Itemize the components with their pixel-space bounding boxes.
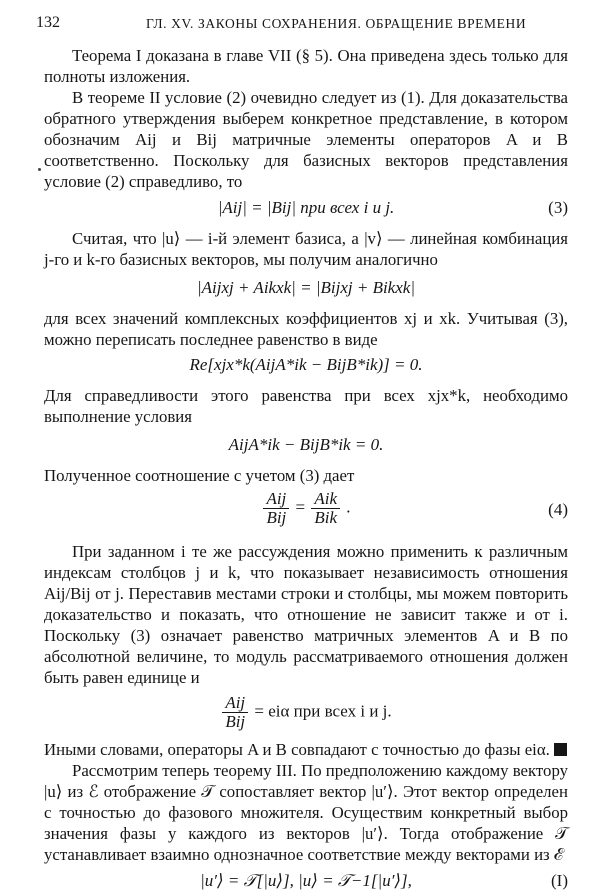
equation-phase [44,694,568,731]
fraction [222,694,248,731]
paragraph: Считая, что |u⟩ — i-й элемент базиса, а |v⟩ — линейная комбинация j-го и k-го базисных векторов, мы получим аналогично [44,229,568,269]
fraction [263,490,289,527]
fraction-numerator: Aik [311,490,340,509]
equation-3 [44,198,568,218]
equation-text: |Aijxj + Aikxk| = |Bijxj + Bikxk| [197,278,415,297]
equation-number: (4) [548,500,568,519]
fraction [311,490,340,527]
qed-square-icon [554,743,567,756]
paragraph: Теорема I доказана в главе VII (§ 5). Она приведена здесь только для полноты изложения. [44,46,568,86]
equation-text: AijA*ik − BijB*ik = 0. [228,435,384,454]
fraction-numerator: Aij [222,694,248,713]
equation-number: (3) [548,198,568,217]
equation-text: |u′⟩ = 𝒯[|u⟩], |u⟩ = 𝒯−1[|u′⟩], [200,871,412,890]
paragraph: Для справедливости этого равенства при всех xjx*k, необходимо выполнение условия [44,386,568,426]
paragraph: В теореме II условие (2) очевидно следует из (1). Для доказательства обратного утверждения выберем конкретное представление, в котором обозначим Aij и Bij матричные элементы операторов A и B соответственно. Поскольку для базисных векторов представления условие (2) справедливо, то [44,88,568,191]
paragraph [44,739,568,760]
equation-text: = eiα при всех i и j. [254,701,392,721]
equation-text: Re[xjx*k(AijA*ik − BijB*ik)] = 0. [189,355,423,374]
equation-4: $\frac{\text{Aij}}{\text{Bij}}$ = $\frac{\text{Aik}}{\text{Bik}}$ . (4) [44,490,568,527]
page-number: 132 [36,14,60,31]
equation-linear [44,278,568,298]
fraction-denominator: Bij [225,712,246,731]
paragraph: Рассмотрим теперь теорему III. По предположению каждому вектору |u⟩ из ℰ отображение 𝒯 сопоставляет вектор |u′⟩. Этот вектор определен с точностью до фазового множителя. Осуществим конкретный выбор значения фазы у каждого из векторов |u′⟩. Тогда отображение 𝒯 устанавливает взаимно однозначное соответствие между векторами из ℰ [44,761,568,864]
equation-condition [44,435,568,455]
equation-text: |Aij| = |Bij| при всех i и j. [217,198,395,217]
paragraph-text: Иными словами, операторы A и B совпадают с точностью до фазы eiα. [44,740,550,759]
paragraph: При заданном i те же рассуждения можно применить к различным индексам столбцов j и k, что показывает независимость отношения Aij/Bij от j. Переставив местами строки и столбцы, мы можем повторить доказательство и показать, что отношение не зависит также и от i. Поскольку (3) означает равенство матричных элементов A и B по абсолютной величине, то модуль рассматриваемого отношения должен быть равен единице и [44,542,568,687]
margin-dot [38,168,41,171]
fraction-denominator: Bij [266,508,287,527]
paragraph: для всех значений комплексных коэффициентов xj и xk. Учитывая (3), можно переписать последнее равенство в виде [44,309,568,349]
equation-I [44,871,568,891]
equation-re [44,355,568,375]
fraction-numerator: Aij [263,490,289,509]
page-body [44,40,568,891]
fraction-denominator: Bik [314,508,338,527]
running-title: ГЛ. XV. ЗАКОНЫ СОХРАНЕНИЯ. ОБРАЩЕНИЕ ВРЕМЕНИ [146,16,527,31]
equation-number: (I) [551,871,568,890]
paragraph: Полученное соотношение с учетом (3) дает [44,466,355,485]
page-header [36,8,566,36]
